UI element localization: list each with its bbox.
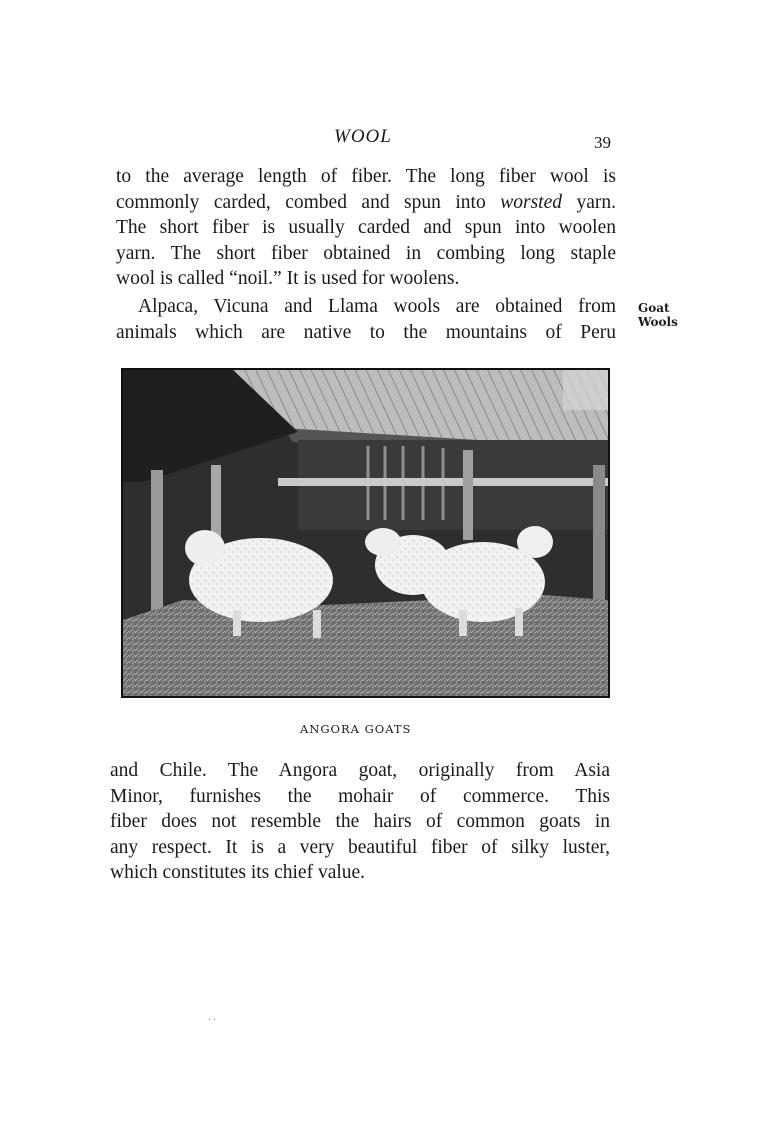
angora-goats-photo — [121, 368, 610, 698]
text-line: The short fiber is usually carded and spun into woolen — [116, 217, 616, 238]
text-line: any respect. It is a very beautiful fiber of silky luster, — [110, 836, 610, 858]
text-line: Minor, furnishes the mohair of commerce. This — [110, 785, 610, 807]
page-number: 39 — [594, 133, 611, 152]
text-line: which constitutes its chief value. — [110, 862, 366, 883]
text-line: animals which are native to the mountains of Peru — [116, 321, 616, 343]
text-line: wool is called “noil.” It is used for woolens. — [116, 268, 460, 289]
text-line: and Chile. The Angora goat, originally from Asia — [110, 760, 610, 781]
text-line: Alpaca, Vicuna and Llama wools are obtained from — [138, 296, 616, 317]
emphasis-worsted: worsted — [500, 191, 562, 213]
stray-mark: . . — [208, 1012, 216, 1023]
text-line: yarn. The short fiber obtained in combing long staple — [116, 242, 616, 264]
margin-note — [638, 301, 678, 329]
text-line: to the average length of fiber. The long fiber wool is — [116, 166, 616, 187]
margin-note-line: Goat — [638, 301, 670, 315]
text-segment: yarn. — [561, 191, 616, 213]
photo-illustration — [123, 370, 608, 696]
margin-note-line: Wools — [638, 315, 678, 329]
text-line — [116, 190, 616, 216]
text-line: fiber does not resemble the hairs of common goats in — [110, 811, 610, 832]
paragraph-alpaca — [116, 294, 616, 345]
figure-caption: ANGORA GOATS — [300, 722, 412, 736]
text-segment: commonly carded, combed and spun into — [116, 191, 501, 213]
running-head: WOOL — [334, 126, 392, 147]
paragraph-fiber-length — [116, 164, 616, 292]
paragraph-angora — [110, 758, 610, 886]
